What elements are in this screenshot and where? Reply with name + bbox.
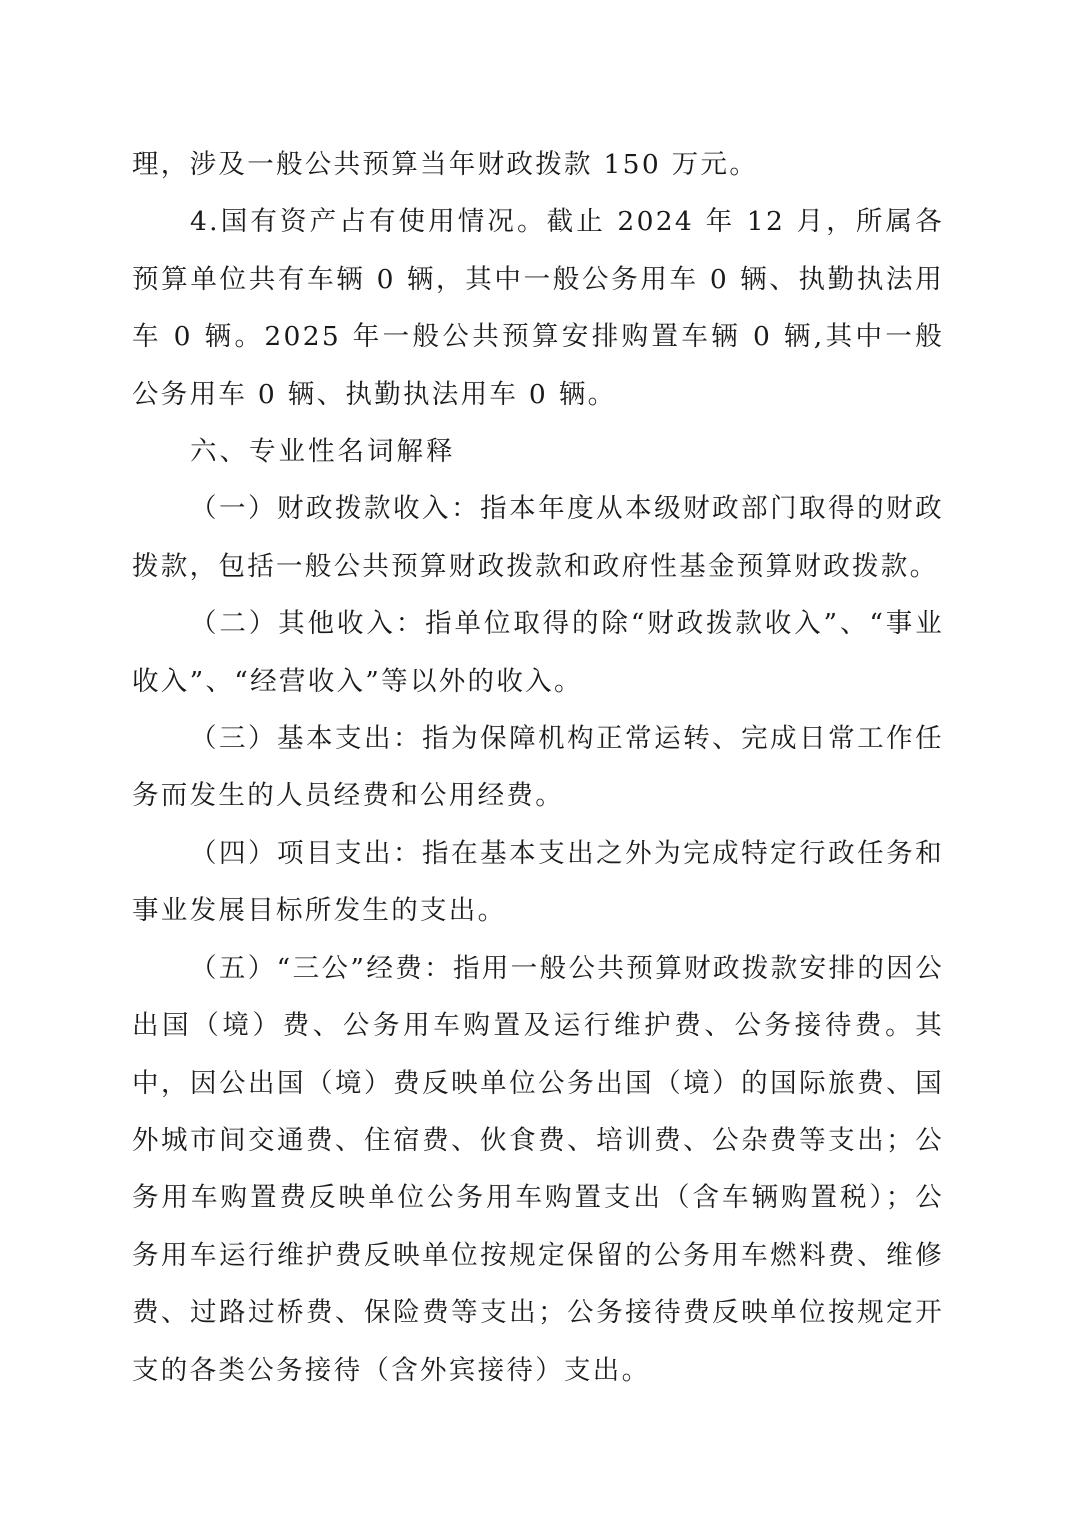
paragraph-term-other-income: （二）其他收入：指单位取得的除“财政拨款收入”、“事业收入”、“经营收入”等以外的收入。 — [132, 608, 944, 697]
document-body — [132, 136, 944, 1399]
paragraph-term-basic-expenditure: （三）基本支出：指为保障机构正常运转、完成日常工作任务而发生的人员经费和公用经费。 — [132, 723, 944, 812]
paragraph-term-three-public-expenses: （五）“三公”经费：指用一般公共预算财政拨款安排的因公出国（境）费、公务用车购置及运行维护费、公务接待费。其中，因公出国（境）费反映单位公务出国（境）的国际旅费、国外城市间交通费、住宿费、伙食费、培训费、公杂费等支出；公务用车购置费反映单位公务用车购置支出（含车辆购置税）；公务用车运行维护费反映单位按规定保留的公务用车燃料费、维修费、过路过桥费、保险费等支出；公务接待费反映单位按规定开支的各类公务接待（含外宾接待）支出。 — [132, 952, 944, 1386]
paragraph-term-fiscal-income: （一）财政拨款收入：指本年度从本级财政部门取得的财政拨款，包括一般公共预算财政拨款和政府性基金预算财政拨款。 — [132, 493, 944, 582]
paragraph-term-project-expenditure: （四）项目支出：指在基本支出之外为完成特定行政任务和事业发展目标所发生的支出。 — [132, 837, 944, 927]
paragraph-budget-allocation: 理，涉及一般公共预算当年财政拨款 150 万元。 — [132, 149, 759, 180]
paragraph-state-assets: 4.国有资产占有使用情况。截止 2024 年 12 月，所属各预算单位共有车辆 0 辆，其中一般公务用车 0 辆、执勤执法用车 0 辆。2025 年一般公共预算安排购置车辆 0 辆,其中一般公务用车 0 辆、执勤执法用车 0 辆。 — [132, 206, 944, 410]
section-heading-terms: 六、专业性名词解释 — [190, 436, 456, 468]
